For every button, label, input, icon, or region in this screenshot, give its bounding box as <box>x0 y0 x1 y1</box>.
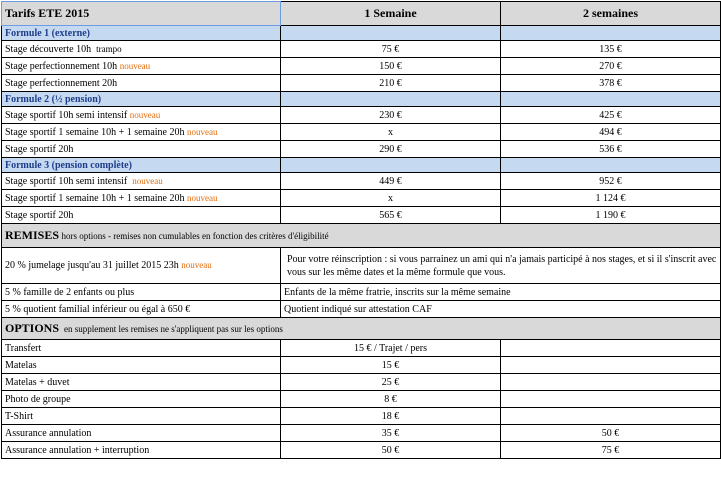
price-2-semaines: 494 € <box>501 124 721 141</box>
remise-label: 20 % jumelage jusqu'au 31 juillet 2015 23h nouveau <box>2 248 281 284</box>
price-1-semaine: 75 € <box>281 41 501 58</box>
nouveau-badge: nouveau <box>132 175 163 186</box>
table-row <box>2 442 721 459</box>
option-price-1-semaine: 8 € <box>281 391 501 408</box>
section-row <box>2 92 721 107</box>
table-row <box>2 173 721 190</box>
table-row <box>2 284 721 301</box>
table-row <box>2 207 721 224</box>
price-1-semaine: 565 € <box>281 207 501 224</box>
remise-description: Quotient indiqué sur attestation CAF <box>281 301 721 318</box>
row-label: Stage sportif 20h <box>2 141 281 158</box>
option-price-1-semaine: 50 € <box>281 442 501 459</box>
row-extra-note: trampo <box>96 43 122 54</box>
price-1-semaine: 150 € <box>281 58 501 75</box>
option-label: Matelas <box>2 357 281 374</box>
table-row <box>2 357 721 374</box>
price-2-semaines: 378 € <box>501 75 721 92</box>
section-title-formule-3: Formule 3 (pension complète) <box>2 158 281 173</box>
option-label: Transfert <box>2 340 281 357</box>
price-2-semaines: 135 € <box>501 41 721 58</box>
nouveau-badge: nouveau <box>187 192 218 203</box>
price-1-semaine: x <box>281 124 501 141</box>
pricing-table <box>1 1 721 459</box>
section-title-formule-1: Formule 1 (externe) <box>2 26 281 41</box>
row-label: Stage sportif 1 semaine 10h + 1 semaine 20h nouveau <box>2 124 281 141</box>
options-title: OPTIONS <box>5 320 60 335</box>
price-1-semaine: 290 € <box>281 141 501 158</box>
remise-label: 5 % famille de 2 enfants ou plus <box>2 284 281 301</box>
price-2-semaines: 425 € <box>501 107 721 124</box>
header-row <box>2 2 721 26</box>
option-price-1-semaine: 35 € <box>281 425 501 442</box>
option-price-2-semaines <box>501 408 721 425</box>
table-title: Tarifs ETE 2015 <box>2 2 281 26</box>
option-label: Assurance annulation + interruption <box>2 442 281 459</box>
price-1-semaine: x <box>281 190 501 207</box>
options-header <box>2 318 721 340</box>
column-header-1-semaine: 1 Semaine <box>281 2 501 26</box>
option-price-1-semaine: 15 € / Trajet / pers <box>281 340 501 357</box>
table-row <box>2 58 721 75</box>
table-row <box>2 301 721 318</box>
option-label: Photo de groupe <box>2 391 281 408</box>
option-price-1-semaine: 18 € <box>281 408 501 425</box>
option-price-2-semaines <box>501 391 721 408</box>
nouveau-badge: nouveau <box>181 260 212 270</box>
row-label: Stage sportif 10h semi intensif nouveau <box>2 173 281 190</box>
price-2-semaines: 952 € <box>501 173 721 190</box>
table-row <box>2 75 721 92</box>
section-row <box>2 26 721 41</box>
column-header-2-semaines: 2 semaines <box>501 2 721 26</box>
options-header-row <box>2 318 721 340</box>
nouveau-badge: nouveau <box>129 109 161 120</box>
table-row <box>2 41 721 58</box>
table-row <box>2 190 721 207</box>
row-label: Stage perfectionnement 20h <box>2 75 281 92</box>
remises-title: REMISES <box>5 227 60 242</box>
price-1-semaine: 210 € <box>281 75 501 92</box>
price-2-semaines: 270 € <box>501 58 721 75</box>
option-price-1-semaine: 15 € <box>281 357 501 374</box>
option-price-2-semaines <box>501 357 721 374</box>
option-label: T-Shirt <box>2 408 281 425</box>
option-price-2-semaines <box>501 340 721 357</box>
row-label: Stage découverte 10h trampo <box>2 41 281 58</box>
option-price-2-semaines <box>501 374 721 391</box>
table-row <box>2 248 721 284</box>
table-row <box>2 391 721 408</box>
table-row <box>2 425 721 442</box>
price-1-semaine: 449 € <box>281 173 501 190</box>
price-2-semaines: 536 € <box>501 141 721 158</box>
option-price-2-semaines: 50 € <box>501 425 721 442</box>
option-price-2-semaines: 75 € <box>501 442 721 459</box>
table-row <box>2 141 721 158</box>
price-1-semaine: 230 € <box>281 107 501 124</box>
table-row <box>2 124 721 141</box>
row-label: Stage perfectionnement 10h nouveau <box>2 58 281 75</box>
option-label: Matelas + duvet <box>2 374 281 391</box>
option-price-1-semaine: 25 € <box>281 374 501 391</box>
section-title-formule-2: Formule 2 (½ pension) <box>2 92 281 107</box>
options-subtitle: en supplement les remises ne s'appliquent pas sur les options <box>64 323 283 334</box>
table-row <box>2 374 721 391</box>
nouveau-badge: nouveau <box>119 60 151 71</box>
row-label: Stage sportif 10h semi intensif nouveau <box>2 107 281 124</box>
table-row <box>2 408 721 425</box>
table-row <box>2 107 721 124</box>
nouveau-badge: nouveau <box>187 126 218 137</box>
option-label: Assurance annulation <box>2 425 281 442</box>
table-row <box>2 340 721 357</box>
row-label: Stage sportif 20h <box>2 207 281 224</box>
price-2-semaines: 1 124 € <box>501 190 721 207</box>
price-2-semaines: 1 190 € <box>501 207 721 224</box>
remise-description: Pour votre réinscription : si vous parrainez un ami qui n'a jamais participé à nos stages, et si il s'inscrit avec vous sur les même dates et la même formule que vous. <box>281 248 721 284</box>
remises-header-row <box>2 224 721 248</box>
section-row <box>2 158 721 173</box>
remise-description: Enfants de la même fratrie, inscrits sur la même semaine <box>281 284 721 301</box>
row-label: Stage sportif 1 semaine 10h + 1 semaine 20h nouveau <box>2 190 281 207</box>
remises-subtitle: hors options - remises non cumulables en fonction des critères d'éligibilité <box>61 230 329 241</box>
remise-label: 5 % quotient familial inférieur ou égal à 650 € <box>2 301 281 318</box>
remises-header <box>2 224 721 248</box>
